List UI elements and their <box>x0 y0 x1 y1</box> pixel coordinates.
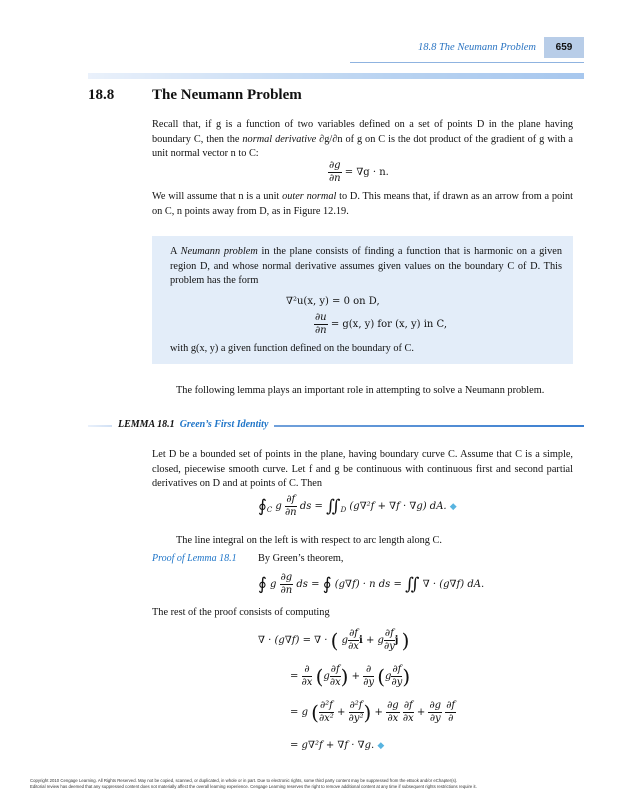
editorial-footer: Editorial review has deemed that any suppressed content does not materially affect the overall learning experience. Cengage Learning reserves the right to remove additional content at any time if subsequent rights restrictions require it. <box>30 784 477 789</box>
derivation-line-3: = g ( $\frac{\text{∂²f}}{\text{∂x²}}$ + $\frac{\text{∂²f}}{\text{∂y²}}$ ) + $\frac{\partial g}{\partial x}$ $\frac{\partial f}{\partial x}$ + $\frac{\partial g}{\partial y}$ $\frac{\partial f}{\partial}$ <box>290 700 456 725</box>
greens-first-identity <box>258 494 457 519</box>
greens-theorem-equation <box>258 572 484 597</box>
double-integral-symbol: ∬ <box>405 574 420 595</box>
line-integral-note: The line integral on the left is with respect to arc length along C. <box>176 535 442 546</box>
section-title-band <box>88 73 584 79</box>
header-rule <box>350 62 584 63</box>
section-title: The Neumann Problem <box>152 87 302 103</box>
numerator: ∂g <box>329 160 341 171</box>
lemma-statement: Let D be a bounded set of points in the plane, having boundary curve C. Assume that C is a simple, closed, piecewise smooth curve. Let f and g be continuous with continuous first and second partial derivatives on D and at points of C. Then <box>152 449 573 489</box>
ds-term: ds = <box>296 579 320 590</box>
subscript-c: C <box>266 506 273 514</box>
section-number: 18.8 <box>88 87 115 103</box>
neumann-problem-term: Neumann problem <box>180 246 258 257</box>
lemma-heading <box>112 419 274 430</box>
definition-text-1: A <box>170 246 181 257</box>
ds-term: ds = <box>299 501 323 512</box>
copyright-footer: Copyright 2010 Cengage Learning. All Rights Reserved. May not be copied, scanned, or duplicated, in whole or in part. Due to electronic rights, some third party content may be suppressed from the eBook and/or eChapter(s). <box>30 778 458 783</box>
equation-rhs: = ∇g · n. <box>344 167 389 178</box>
lemma-intro: The following lemma plays an important role in attempting to solve a Neumann problem. <box>176 385 545 396</box>
fraction <box>314 312 328 337</box>
derivation-line-1: ∇ · (g∇f) = ∇ · ( g $\frac{\partial f}{\partial x}$ i + g $\frac{\partial f}{\partial y}$ j ) <box>258 628 410 653</box>
denominator: ∂n <box>315 325 327 336</box>
equation-rhs: = g(x, y) for (x, y) in C, <box>330 319 447 330</box>
right-paren: ) <box>401 628 410 653</box>
definition-text-2: in the plane consists of finding a function that is harmonic on a given region D, and whose normal derivative assumes given values on the boundary C of D. This problem has the form <box>170 246 562 286</box>
boundary-condition-equation <box>314 312 447 337</box>
equation-rhs: (g∇²f + ∇f · ∇g) dA. <box>349 501 447 512</box>
definition-text <box>170 245 562 289</box>
denominator: ∂n <box>280 585 293 596</box>
derivation-line-4 <box>290 740 384 751</box>
derivation-line-2: = $\frac{\partial}{\partial x}$ (g $\frac{\partial f}{\partial x}$ ) + $\frac{\partial}{\partial y}$ (g $\frac{\partial f}{\partial y}$ ) <box>290 664 411 689</box>
g-factor: g <box>341 635 349 646</box>
contour-integral-symbol: ∮ <box>258 574 267 595</box>
numerator: ∂f <box>286 494 296 505</box>
contour-integral-symbol: ∮ <box>322 574 332 595</box>
definition-closing: with g(x, y) a given function defined on the boundary of C. <box>170 343 414 354</box>
intro-text-2: ∂g/∂n of g on C is the dot product of the gradient of g with a unit normal vector n to C: <box>152 133 574 159</box>
normal-derivative-term: normal derivative <box>242 133 317 145</box>
outer-normal-paragraph <box>152 190 573 219</box>
middle-term: (g∇f) · n ds = <box>334 579 402 590</box>
numerator: ∂u <box>315 312 327 323</box>
line4: = g∇²f + ∇f · ∇g. <box>290 740 375 751</box>
equation-rhs: ∇ · (g∇f) dA. <box>422 579 485 590</box>
intro-text-1: Recall that, if g is a function of two variables defined on a set of points D in the plane having boundary C, then the <box>152 119 573 145</box>
normal-derivative-equation <box>328 160 389 185</box>
outer-normal-text-2: to D. This means that, if drawn as an arrow from a point on C, n points away from D, as in Figure 12.19. <box>152 191 574 217</box>
proof-label: Proof of Lemma 18.1 <box>152 553 237 564</box>
numerator: ∂g <box>280 572 293 583</box>
line1-lhs: ∇ · (g∇f) = ∇ · <box>258 635 328 646</box>
lemma-name: Green’s First Identity <box>179 419 269 430</box>
proof-intro: By Green’s theorem, <box>258 553 344 564</box>
page-number: 659 <box>544 37 584 58</box>
lemma-label: LEMMA 18.1 <box>118 419 175 430</box>
contour-integral-symbol: ∮ <box>258 496 267 517</box>
denominator: ∂n <box>285 507 297 518</box>
laplace-equation: ∇²u(x, y) = 0 on D, <box>286 296 380 307</box>
left-paren: ( <box>330 628 339 653</box>
running-head: 18.8 The Neumann Problem <box>417 42 536 53</box>
g-factor: g <box>275 501 282 512</box>
fraction <box>328 160 342 185</box>
subscript-d: D <box>340 506 347 514</box>
outer-normal-term: outer normal <box>282 191 337 202</box>
end-diamond-icon: ◆ <box>377 741 385 751</box>
intro-paragraph <box>152 118 573 162</box>
end-diamond-icon: ◆ <box>449 502 457 512</box>
fraction <box>285 494 297 519</box>
g-factor: g <box>270 579 277 590</box>
denominator: ∂n <box>328 173 341 184</box>
double-integral-symbol: ∬ <box>326 496 341 517</box>
outer-normal-text-1: We will assume that n is a unit <box>152 191 283 202</box>
proof-rest: The rest of the proof consists of computing <box>152 607 330 618</box>
fraction <box>280 572 294 597</box>
